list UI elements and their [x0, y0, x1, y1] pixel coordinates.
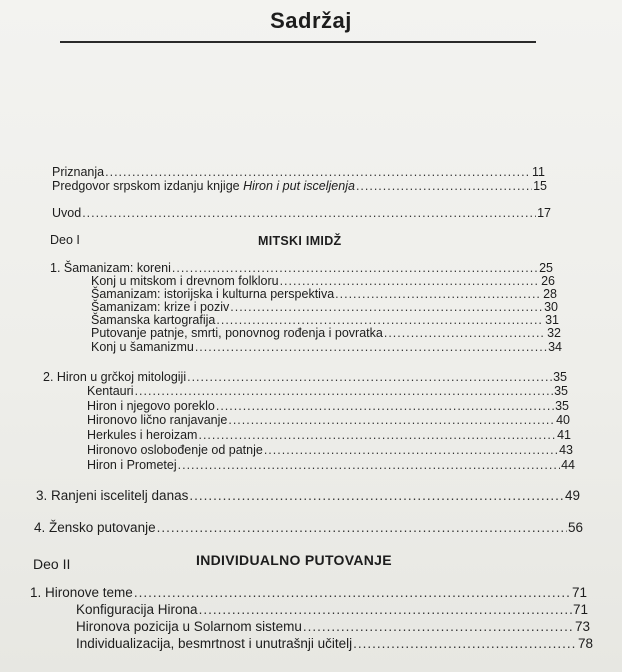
entry-page: 56	[567, 520, 583, 535]
entry-label: Hironovo lično ranjavanje	[87, 413, 228, 427]
entry-page: 40	[556, 413, 570, 427]
toc-section	[76, 636, 593, 651]
entry-label-italic: Hiron i put isceljenja	[243, 179, 355, 193]
entry-page: 35	[555, 399, 569, 413]
entry-page: 78	[577, 636, 593, 651]
toc-chapter	[36, 488, 580, 503]
entry-label: Uvod	[52, 206, 82, 220]
toc-section	[87, 458, 575, 473]
entry-page: 31	[545, 313, 559, 327]
title-underline	[60, 41, 536, 43]
entry-label: Priznanja	[52, 165, 105, 179]
part-title: INDIVIDUALNO PUTOVANJE	[196, 552, 392, 568]
toc-section	[76, 602, 588, 617]
part-title: MITSKI IMIDŽ	[258, 234, 342, 248]
entry-page: 34	[548, 340, 562, 354]
entry-page: 30	[544, 300, 558, 314]
leader-dots	[353, 636, 577, 651]
toc-chapter	[43, 370, 567, 385]
entry-label: Šamanska kartografija	[91, 313, 216, 327]
entry-page: 15	[533, 179, 547, 193]
entry-page: 28	[543, 287, 557, 301]
entry-label: 4. Žensko putovanje	[34, 520, 156, 535]
toc-section	[91, 326, 561, 341]
entry-label: Konfiguracija Hirona	[76, 602, 198, 617]
entry-page: 49	[564, 488, 580, 503]
entry-page: 25	[539, 261, 553, 275]
toc-section	[87, 399, 569, 414]
entry-label: Individualizacija, besmrtnost i unutrašnji učitelj	[76, 636, 353, 651]
entry-page: 35	[554, 384, 568, 398]
leader-dots	[195, 340, 547, 355]
toc-entry-predgovor	[52, 179, 547, 194]
entry-label: 3. Ranjeni iscelitelj danas	[36, 488, 189, 503]
toc-chapter	[30, 585, 587, 600]
leader-dots	[199, 602, 572, 617]
leader-dots	[356, 179, 532, 194]
toc-entry-priznanja	[52, 165, 545, 180]
entry-label: Šamanizam: istorijska i kulturna perspektiva	[91, 287, 335, 301]
entry-page: 35	[553, 370, 567, 384]
leader-dots	[82, 206, 536, 221]
entry-label: Hironovo oslobođenje od patnje	[87, 443, 263, 457]
entry-page: 44	[561, 458, 575, 472]
entry-page: 17	[537, 206, 551, 220]
leader-dots	[134, 585, 571, 600]
leader-dots	[303, 619, 574, 634]
entry-label: Konj u šamanizmu	[91, 340, 194, 354]
entry-label: Hironova pozicija u Solarnom sistemu	[76, 619, 302, 634]
toc-section	[76, 619, 590, 634]
entry-label: Konj u mitskom i drevnom folkloru	[91, 274, 279, 288]
toc-section	[87, 428, 571, 443]
entry-page: 41	[557, 428, 571, 442]
part-label: Deo I	[50, 233, 80, 247]
entry-label: Herkules i heroizam	[87, 428, 198, 442]
toc-section	[87, 384, 568, 399]
entry-label: Hiron i njegovo poreklo	[87, 399, 215, 413]
entry-label-text: Predgovor srpskom izdanju knjige	[52, 179, 244, 193]
entry-label: 1. Hironove teme	[30, 585, 133, 600]
entry-label: Šamanizam: krize i poziv	[91, 300, 230, 314]
leader-dots	[105, 165, 531, 180]
entry-label	[52, 179, 355, 194]
toc-entry-uvod	[52, 206, 551, 221]
page-title: Sadržaj	[270, 8, 352, 33]
entry-page: 26	[541, 274, 555, 288]
entry-label: Putovanje patnje, smrti, ponovnog rođenja i povratka	[91, 326, 383, 340]
toc-section	[87, 413, 570, 428]
entry-label: 2. Hiron u grčkoj mitologiji	[43, 370, 187, 384]
leader-dots	[178, 458, 560, 473]
leader-dots	[135, 384, 554, 399]
part-label: Deo II	[33, 556, 71, 572]
entry-page: 11	[532, 165, 545, 179]
entry-label: 1. Šamanizam: koreni	[50, 261, 171, 275]
entry-page: 43	[559, 443, 573, 457]
toc-chapter	[34, 520, 583, 535]
leader-dots	[228, 413, 555, 428]
toc-section	[87, 443, 573, 458]
entry-page: 73	[574, 619, 590, 634]
leader-dots	[157, 520, 567, 535]
entry-label: Kentauri	[87, 384, 134, 398]
leader-dots	[264, 443, 558, 458]
leader-dots	[198, 428, 556, 443]
entry-page: 32	[547, 326, 561, 340]
toc-section	[91, 340, 562, 355]
leader-dots	[187, 370, 552, 385]
leader-dots	[189, 488, 564, 503]
leader-dots	[384, 326, 546, 341]
leader-dots	[216, 399, 554, 414]
entry-label: Hiron i Prometej	[87, 458, 177, 472]
entry-page: 71	[572, 602, 588, 617]
entry-page: 71	[571, 585, 587, 600]
